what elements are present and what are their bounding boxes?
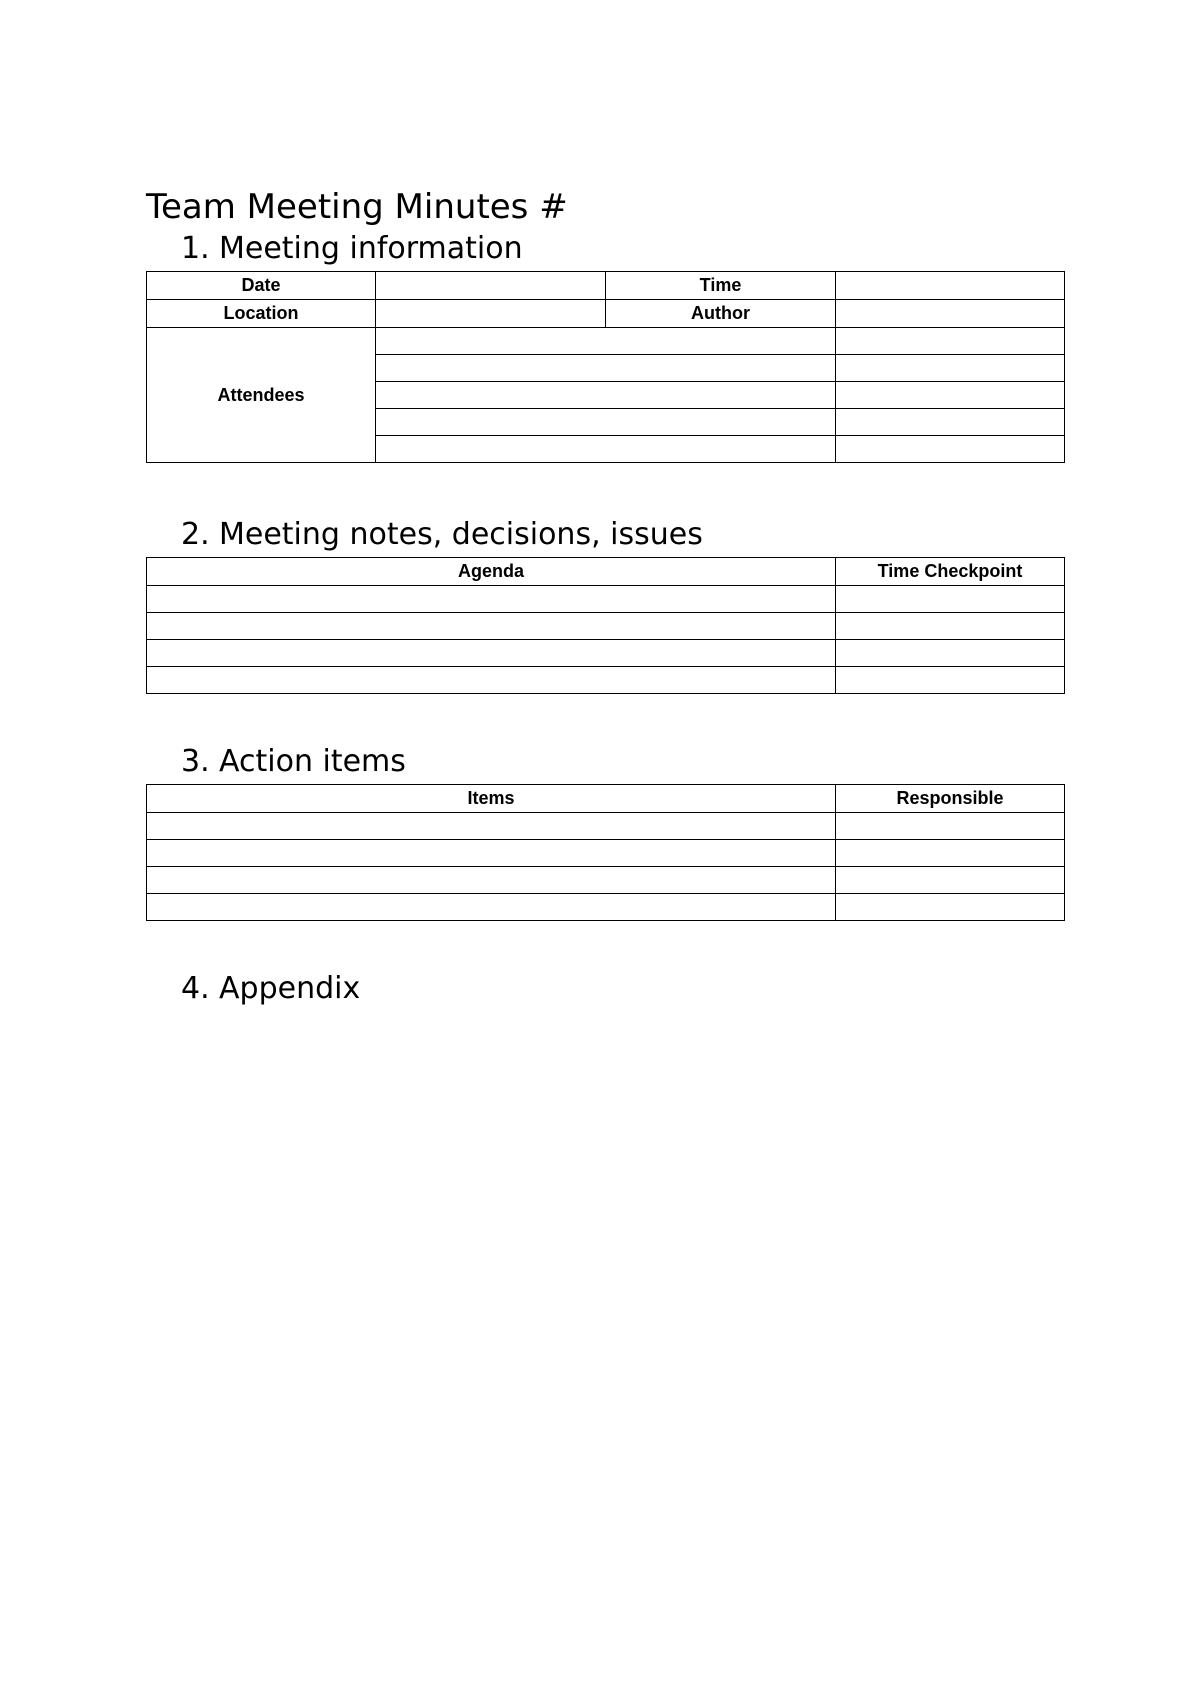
agenda-cell[interactable]: [147, 586, 836, 613]
section-number: 4.: [181, 971, 210, 1006]
attendee-name-cell[interactable]: [376, 436, 836, 463]
responsible-header: Responsible: [836, 785, 1065, 813]
location-value-cell[interactable]: [376, 300, 606, 328]
table-row: [147, 586, 1065, 613]
table-row: [147, 813, 1065, 840]
attendee-name-cell[interactable]: [376, 409, 836, 436]
section-heading-appendix: [181, 969, 360, 1009]
agenda-cell[interactable]: [147, 667, 836, 694]
table-row: [147, 300, 1065, 328]
table-row: [147, 272, 1065, 300]
action-items-table: [146, 784, 1065, 921]
section-number: 1.: [181, 231, 210, 266]
item-cell[interactable]: [147, 840, 836, 867]
table-row: [147, 894, 1065, 921]
time-label: Time: [606, 272, 836, 300]
time-checkpoint-cell[interactable]: [836, 586, 1065, 613]
table-header-row: [147, 785, 1065, 813]
time-checkpoint-cell[interactable]: [836, 613, 1065, 640]
table-row: [147, 867, 1065, 894]
responsible-cell[interactable]: [836, 894, 1065, 921]
attendee-role-cell[interactable]: [836, 382, 1065, 409]
responsible-cell[interactable]: [836, 813, 1065, 840]
table-header-row: [147, 558, 1065, 586]
meeting-notes-table: [146, 557, 1065, 694]
attendee-name-cell[interactable]: [376, 382, 836, 409]
time-checkpoint-header: Time Checkpoint: [836, 558, 1065, 586]
attendee-name-cell[interactable]: [376, 328, 836, 355]
section-number: 2.: [181, 517, 210, 552]
section-heading-action-items: [181, 742, 406, 782]
responsible-cell[interactable]: [836, 867, 1065, 894]
time-checkpoint-cell[interactable]: [836, 667, 1065, 694]
attendee-name-cell[interactable]: [376, 355, 836, 382]
table-row: [147, 613, 1065, 640]
items-header: Items: [147, 785, 836, 813]
agenda-cell[interactable]: [147, 640, 836, 667]
table-row: [147, 667, 1065, 694]
table-row: [147, 840, 1065, 867]
author-value-cell[interactable]: [836, 300, 1065, 328]
responsible-cell[interactable]: [836, 840, 1065, 867]
attendee-role-cell[interactable]: [836, 409, 1065, 436]
meeting-info-table: [146, 271, 1065, 463]
author-label: Author: [606, 300, 836, 328]
section-title: Appendix: [219, 971, 361, 1006]
location-label: Location: [147, 300, 376, 328]
attendees-label: Attendees: [147, 328, 376, 463]
section-heading-meeting-information: [181, 229, 523, 269]
attendee-role-cell[interactable]: [836, 436, 1065, 463]
attendee-role-cell[interactable]: [836, 355, 1065, 382]
section-title: Meeting notes, decisions, issues: [219, 517, 703, 552]
document-title: Team Meeting Minutes #: [146, 187, 568, 227]
time-checkpoint-cell[interactable]: [836, 640, 1065, 667]
time-value-cell[interactable]: [836, 272, 1065, 300]
section-title: Meeting information: [219, 231, 523, 266]
item-cell[interactable]: [147, 813, 836, 840]
item-cell[interactable]: [147, 867, 836, 894]
section-number: 3.: [181, 744, 210, 779]
section-heading-meeting-notes: [181, 515, 703, 555]
agenda-cell[interactable]: [147, 613, 836, 640]
date-value-cell[interactable]: [376, 272, 606, 300]
attendee-row: [147, 328, 1065, 355]
item-cell[interactable]: [147, 894, 836, 921]
table-row: [147, 640, 1065, 667]
section-title: Action items: [219, 744, 406, 779]
attendee-role-cell[interactable]: [836, 328, 1065, 355]
date-label: Date: [147, 272, 376, 300]
agenda-header: Agenda: [147, 558, 836, 586]
